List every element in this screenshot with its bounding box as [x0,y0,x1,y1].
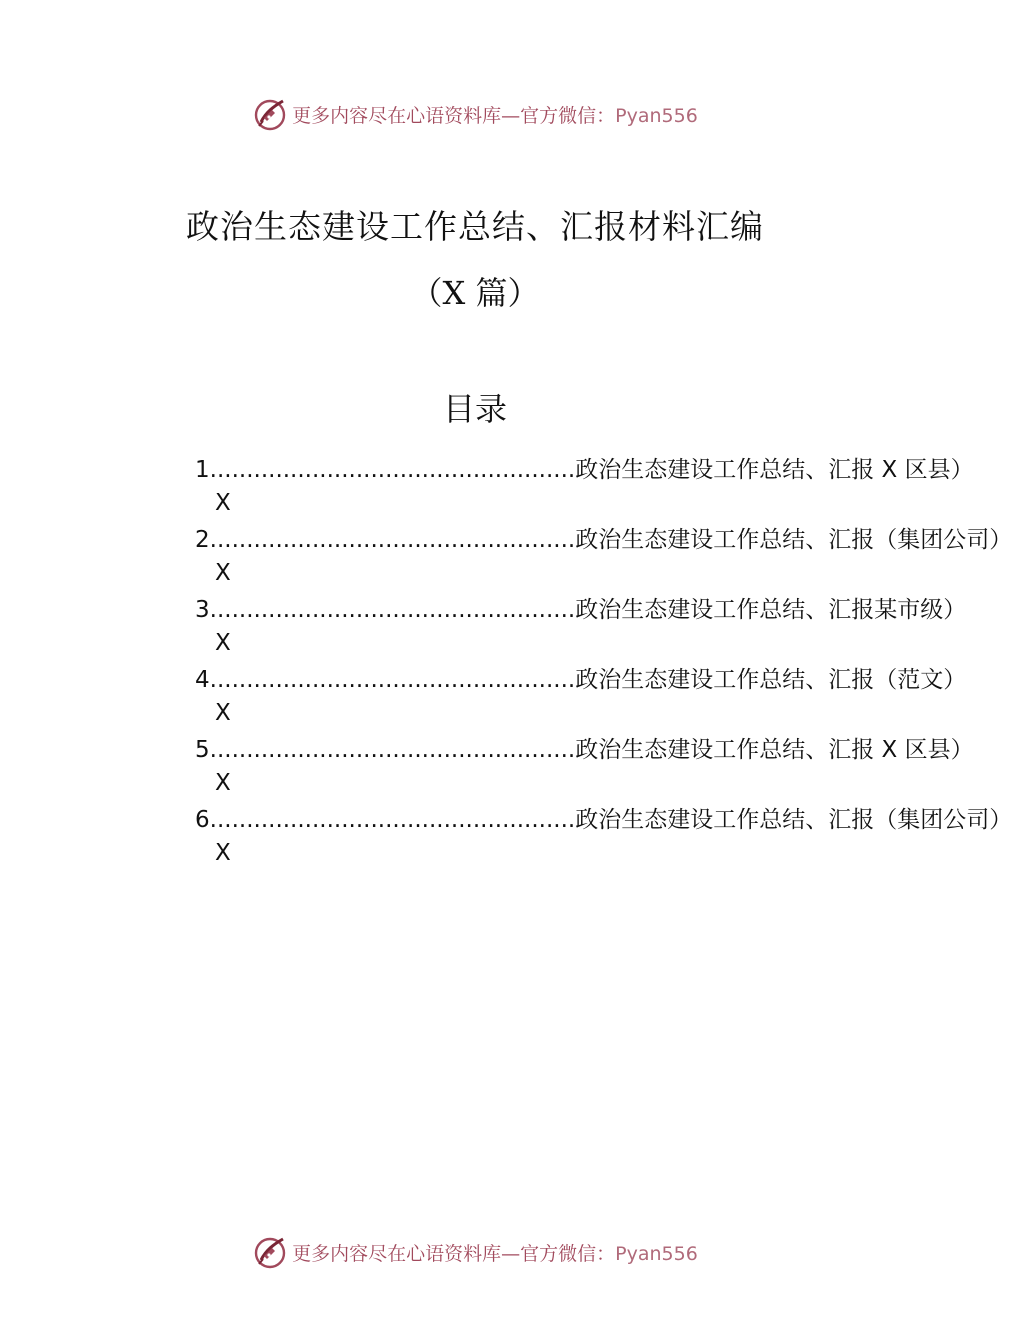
toc-entry-line [195,522,1012,558]
footer-banner-text [292,1239,698,1266]
toc-leader-dots: .................................................. [209,737,576,763]
toc-entry-title: 政治生态建设工作总结、汇报（集团公司） [575,807,1012,833]
toc-leader-dots: .................................................. [209,807,576,833]
toc-entry-number: 4 [195,667,210,693]
table-of-contents [195,452,1012,872]
toc-entry-title: 政治生态建设工作总结、汇报某市级） [575,597,967,623]
header-banner-label: 更多内容尽在心语资料库—官方微信： [292,104,616,127]
toc-entry-number: 6 [195,807,210,833]
footer-banner-label: 更多内容尽在心语资料库—官方微信： [292,1242,616,1265]
toc-entry-number: 5 [195,737,210,763]
footer-banner-inner [252,1234,698,1270]
footer-banner [0,1232,950,1272]
pen-logo-icon [252,1234,288,1270]
toc-entry-page: X [215,700,231,726]
toc-entry-page: X [215,560,231,586]
toc-entry-5[interactable] [195,732,974,802]
header-banner-text [292,101,698,128]
header-banner-handle: Pyan556 [615,104,698,127]
toc-entry-title: 政治生态建设工作总结、汇报 X 区县） [575,737,974,763]
toc-entry-page: X [215,630,231,656]
toc-entry-page: X [215,490,231,516]
toc-entry-number: 3 [195,597,210,623]
toc-entry-4[interactable] [195,662,967,732]
toc-heading: 目录 [442,390,507,428]
pen-logo-icon [252,96,288,132]
toc-entry-title: 政治生态建设工作总结、汇报（集团公司） [575,527,1012,553]
toc-entry-title: 政治生态建设工作总结、汇报（范文） [575,667,967,693]
footer-banner-handle: Pyan556 [615,1242,698,1265]
toc-entry-line [195,802,1012,838]
toc-leader-dots: .................................................. [209,527,576,553]
toc-entry-6[interactable] [195,802,1012,872]
document-subtitle: （X 篇） [410,274,540,312]
toc-entry-2[interactable] [195,522,1012,592]
toc-entry-page: X [215,840,231,866]
toc-entry-number: 1 [195,457,210,483]
toc-entry-title: 政治生态建设工作总结、汇报 X 区县） [575,457,974,483]
toc-entry-3[interactable] [195,592,967,662]
toc-entry-number: 2 [195,527,210,553]
toc-entry-line [195,592,967,628]
header-banner [0,94,950,134]
toc-entry-line [195,732,974,768]
toc-leader-dots: .................................................. [209,667,576,693]
toc-entry-line [195,662,967,698]
document-title: 政治生态建设工作总结、汇报材料汇编 [186,207,764,246]
toc-leader-dots: .................................................. [209,457,576,483]
toc-entry-line [195,452,974,488]
toc-leader-dots: .................................................. [209,597,576,623]
toc-entry-page: X [215,770,231,796]
header-banner-inner [252,96,698,132]
toc-entry-1[interactable] [195,452,974,522]
